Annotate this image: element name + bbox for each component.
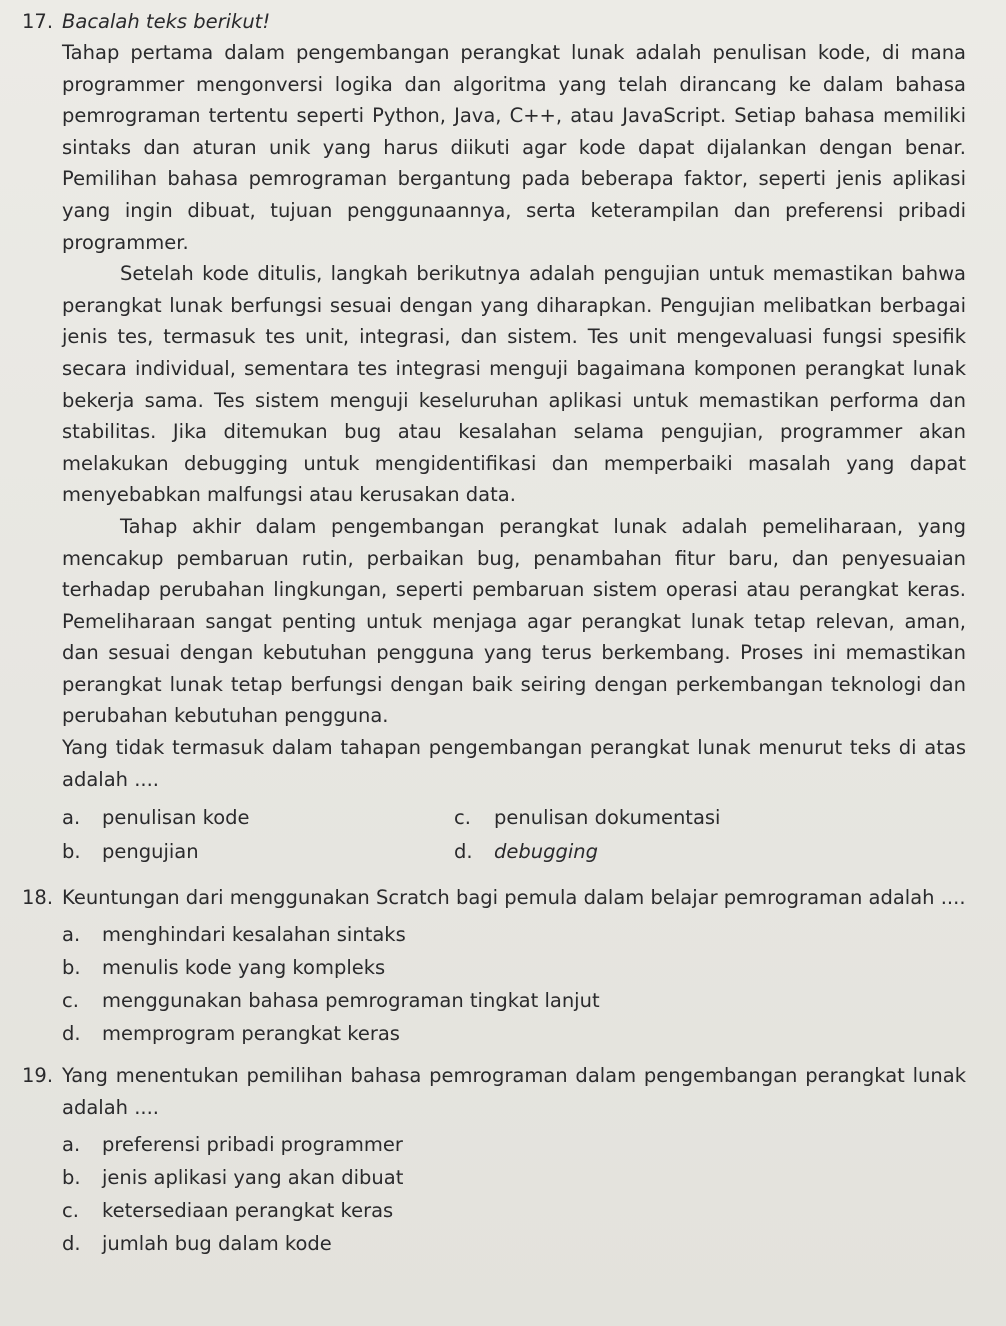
- option-text: menggunakan bahasa pemrograman tingkat lanjut: [102, 989, 600, 1013]
- option-letter: a.: [62, 923, 81, 947]
- question-stem: Yang tidak termasuk dalam tahapan pengembangan perangkat lunak menurut teks di atas adalah ....: [62, 736, 966, 792]
- option-letter: b.: [62, 840, 81, 864]
- option-text: jenis aplikasi yang akan dibuat: [102, 1166, 404, 1190]
- option-letter: d.: [62, 1232, 81, 1256]
- option-c[interactable]: [62, 984, 966, 1017]
- option-b[interactable]: [62, 1161, 966, 1194]
- option-text: memprogram perangkat keras: [102, 1022, 400, 1046]
- option-c[interactable]: [62, 1194, 966, 1227]
- option-c[interactable]: [454, 802, 854, 834]
- option-text: debugging: [494, 840, 599, 864]
- option-text: ketersediaan perangkat keras: [102, 1199, 394, 1223]
- option-letter: d.: [62, 1022, 81, 1046]
- option-letter: c.: [62, 1199, 79, 1223]
- option-b[interactable]: [62, 836, 454, 868]
- question-number: 17.: [22, 10, 54, 33]
- question-body: [62, 1060, 966, 1260]
- passage-paragraph-2: Setelah kode ditulis, langkah berikutnya adalah pengujian untuk memastikan bahwa perangkat lunak berfungsi sesuai dengan yang diharapkan. Pengujian melibatkan berbagai jenis tes, termasuk tes unit, integrasi, dan sistem. Tes unit mengevaluasi fungsi spesifik secara individual, sementara tes integrasi menguji bagaimana komponen perangkat lunak bekerja sama. Tes sistem menguji keseluruhan aplikasi untuk memastikan performa dan stabilitas. Jika ditemukan bug atau kesalahan selama pengujian, programmer akan melakukan debugging untuk mengidentifikasi dan memperbaiki masalah yang dapat menyebabkan malfungsi atau kerusakan data.: [62, 262, 966, 507]
- option-letter: a.: [62, 1133, 81, 1157]
- option-text: penulisan kode: [102, 806, 250, 830]
- option-text: menulis kode yang kompleks: [102, 956, 386, 980]
- option-b[interactable]: [62, 951, 966, 984]
- question-stem: Keuntungan dari menggunakan Scratch bagi pemula dalam belajar pemrograman adalah ....: [62, 886, 966, 910]
- option-a[interactable]: [62, 1128, 966, 1161]
- option-letter: d.: [454, 840, 473, 864]
- question-body: [62, 6, 966, 868]
- option-d[interactable]: [62, 1227, 966, 1260]
- option-d[interactable]: [62, 1017, 966, 1050]
- question-stem: Yang menentukan pemilihan bahasa pemrograman dalam pengembangan perangkat lunak adalah ....: [62, 1064, 966, 1120]
- question-17: [22, 6, 966, 868]
- option-a[interactable]: [62, 802, 454, 834]
- question-number: 18.: [22, 886, 54, 910]
- option-d[interactable]: [454, 836, 854, 868]
- passage-paragraph-1: Tahap pertama dalam pengembangan perangkat lunak adalah penulisan kode, di mana programmer mengonversi logika dan algoritma yang telah dirancang ke dalam bahasa pemrograman tertentu seperti Python, Java, C++, atau JavaScript. Setiap bahasa memiliki sintaks dan aturan unik yang harus diikuti agar kode dapat dijalankan dengan benar. Pemilihan bahasa pemrograman bergantung pada beberapa faktor, seperti jenis aplikasi yang ingin dibuat, tujuan penggunaannya, serta keterampilan dan preferensi pribadi programmer.: [62, 41, 966, 254]
- option-text: pengujian: [102, 840, 199, 864]
- answer-options: [62, 918, 966, 1050]
- question-number: 19.: [22, 1064, 54, 1088]
- answer-options: [62, 1128, 966, 1260]
- option-text: preferensi pribadi programmer: [102, 1133, 403, 1157]
- option-text: menghindari kesalahan sintaks: [102, 923, 406, 947]
- question-18: [22, 882, 966, 1050]
- option-letter: b.: [62, 956, 81, 980]
- question-body: [62, 882, 966, 1050]
- option-letter: b.: [62, 1166, 81, 1190]
- answer-options: [62, 802, 966, 868]
- option-text: jumlah bug dalam kode: [102, 1232, 332, 1256]
- option-letter: c.: [62, 989, 79, 1013]
- passage-paragraph-3: Tahap akhir dalam pengembangan perangkat lunak adalah pemeliharaan, yang mencakup pembaruan rutin, perbaikan bug, penambahan fitur baru, dan penyesuaian terhadap perubahan lingkungan, seperti pembaruan sistem operasi atau perangkat keras. Pemeliharaan sangat penting untuk menjaga agar perangkat lunak tetap relevan, aman, dan sesuai dengan kebutuhan pengguna yang terus berkembang. Proses ini memastikan perangkat lunak tetap berfungsi dengan baik seiring dengan perkembangan teknologi dan perubahan kebutuhan pengguna.: [62, 514, 966, 728]
- question-19: [22, 1060, 966, 1260]
- option-a[interactable]: [62, 918, 966, 951]
- question-instruction: Bacalah teks berikut!: [62, 10, 271, 33]
- option-letter: a.: [62, 806, 81, 830]
- option-text: penulisan dokumentasi: [494, 806, 721, 830]
- option-letter: c.: [454, 806, 471, 830]
